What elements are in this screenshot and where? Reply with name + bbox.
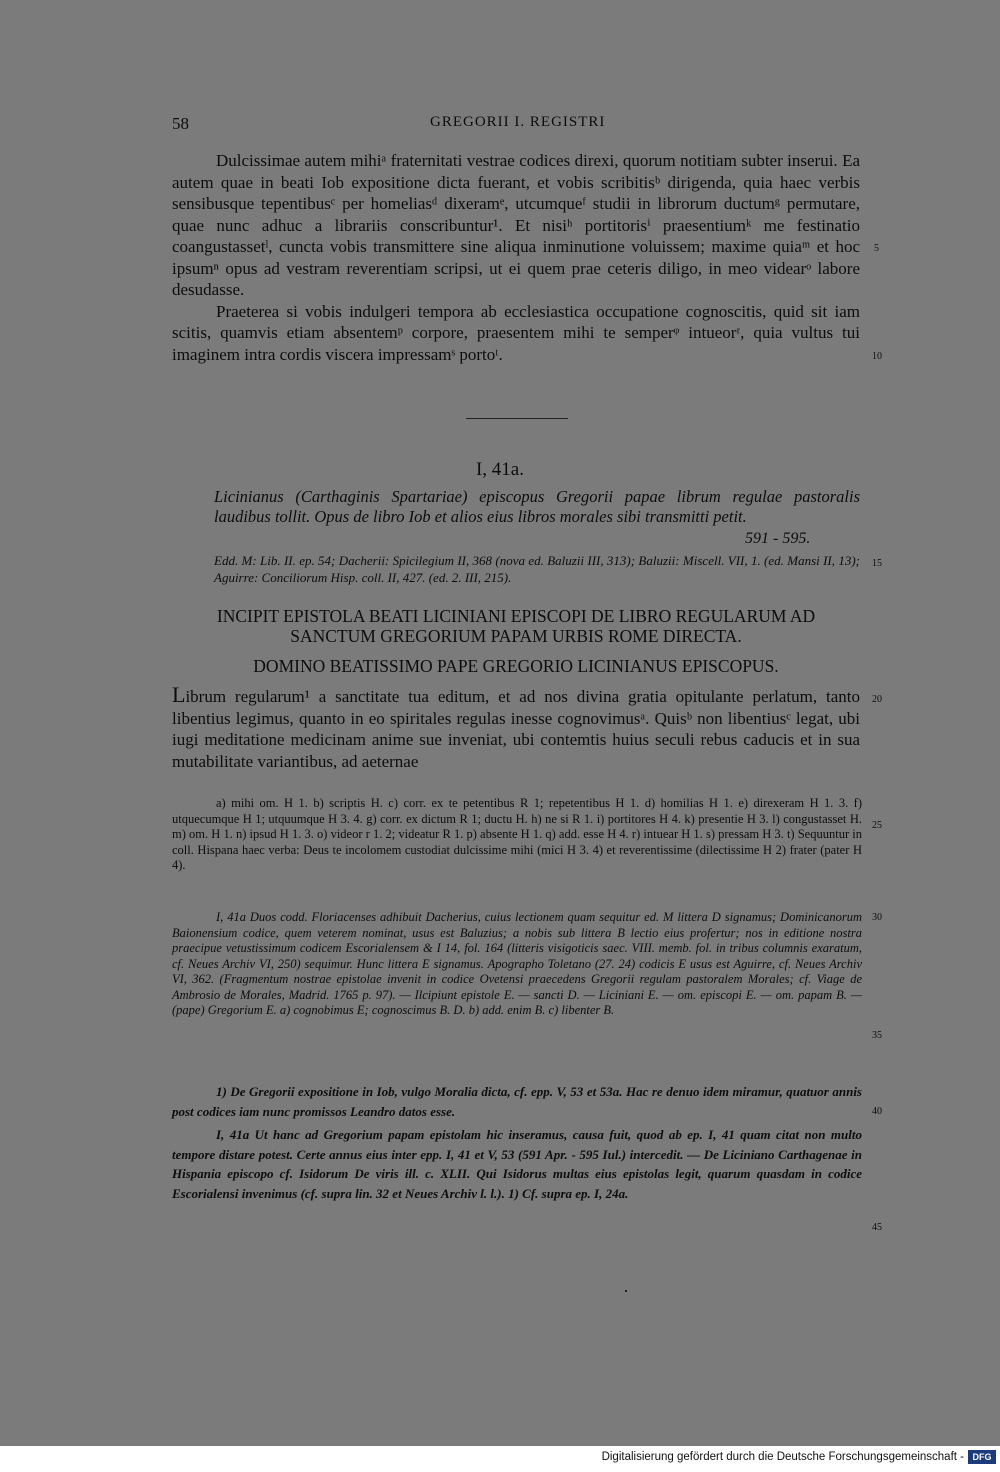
line-number: 45 [872,1222,882,1233]
editions-note: Edd. M: Lib. II. ep. 54; Dacherii: Spicilegium II, 368 (nova ed. Baluzii III, 313); Baluzii: Miscell. VII, 1. (ed. Mansi II, 13); Aguirre: Conciliorum Hisp. coll. II, 427. (ed. 2. III, 215). [214,553,860,585]
line-number: 35 [872,1030,882,1041]
commentary-paragraph: I, 41a Ut hanc ad Gregorium papam epistolam hic inseramus, causa fuit, quod ab ep. I, 41 quam citat non multo tempore distare potest. Certe annus eius inter epp. I, 41 et V, 53 (591 Apr. - 595 Iul.) intercedit. — De Liciniano Carthagenae in Hispania episcopo cf. Isidorum De viris ill. c. XLII. Qui Isidorus multas eius epistolas legit, quarum quasdam in codice Escorialensi invenimus (cf. supra lin. 32 et Neues Archiv l. l.). 1) Cf. supra ep. I, 24a. [172,1127,862,1201]
letter-body [172,150,860,365]
edition-note-text: I, 41a Duos codd. Floriacenses adhibuit Dacherius, cuius lectionem quam sequitur ed. M littera D signamus; Dominicanorum Baionensium codice, quem veterem nominat, usus est Baluzius; a nobis sub littera B lectio eius profertur; nos in editione nostra praecipue vetustissimum codicem Escorialensem & I 14, fol. 164 (litteris visigoticis saec. VIII. memb. fol. in tribus columnis exaratum, cf. Neues Archiv VI, 250) sequimur. Hunc littera E signamus. Apographo Toletano (27. 24) codicis E usus est Aguirre, cf. Neues Archiv VI, 362. (Fragmentum nostrae epistolae invenit in codice Ovetensi praecedens Gregorii regulam pastoralem Morales; cf. Viage de Ambrosio de Morales, Madrid. 1765 p. 97). — Ilcipiunt epistole E. — sancti D. — Liciniani E. — om. episcopi E. — om. papam B. — (pape) Gregorium E. a) cognobimus E; cognoscimus B. D. b) add. enim B. c) libenter B. [172,910,862,1017]
footnotes-edition [172,910,862,1023]
page-number: 58 [172,114,189,133]
line-number: 40 [872,1106,882,1117]
section-number: I, 41a. [475,459,524,480]
body-paragraph: Praeterea si vobis indulgeri tempora ab ecclesiastica occupatione cognoscitis, quid sit iam scitis, quamvis etiam absentemᵖ corpore, praesentem mihi te semperᵠ intueorʳ, quia vultus tui imaginem intra cordis viscera impressamˢ portoᵗ. [172,301,860,364]
line-number: 20 [872,694,882,705]
section-summary: Licinianus (Carthaginis Spartariae) episcopus Gregorii papae librum regulae pastoralis laudibus tollit. Opus de libro Iob et alios eius libros morales sibi transmitti petit. [214,487,860,526]
digitization-credit: Digitalisierung gefördert durch die Deutsche Forschungsgemeinschaft - [601,1451,964,1463]
incipit-heading: INCIPIT EPISTOLA BEATI LICINIANI EPISCOPI DE LIBRO REGULARUM AD SANCTUM GREGORIUM PAPAM URBIS ROME DIRECTA. [216,606,816,646]
letter-text [172,684,860,772]
footnotes-commentary [172,1082,862,1207]
footnotes-apparatus [172,796,862,878]
line-number: 5 [874,243,879,254]
line-number: 15 [872,558,882,569]
line-number: 30 [872,912,882,923]
page-speck [625,1290,627,1292]
drop-capital: L [172,682,186,707]
line-number: 10 [872,351,882,362]
body-paragraph: Dulcissimae autem mihiᵃ fraternitati vestrae codices direxi, quorum notitiam subter inserui. Ea autem quae in beati Iob expositione dicta fuerant, et vobis scribitisᵇ dirigenda, quia haec verbis sensibusque tepentibusᶜ per homeliasᵈ dixeramᵉ, utcumqueᶠ studii in librorum ductumᵍ permutare, quae nunc adhuc a librariis conscribuntur¹. Et nisiʰ portitorisⁱ praesentiumᵏ me festinatio coangustassetˡ, cuncta vobis transmittere sine aliqua inminutione voluissem; maxime quiaᵐ et hoc ipsumⁿ opus ad vestram reverentiam scripsi, ut ei quem prae ceteris diligo, in meo videarᵒ labore desudasse. [172,151,860,299]
dfg-logo-icon[interactable]: DFG [968,1450,996,1464]
letter-body-text: ibrum regularum¹ a sanctitate tua editum, et ad nos divina gratia opitulante perlatum, tanto libentius legimus, quanto in eo spiritales regulas inesse cognovimusᵃ. Quisᵇ non libentiusᶜ legat, ubi iugi meditatione medicinam anime sue inveniat, ubi contemtis huius seculi rebus caducis et in sua mutabilitate variantibus, ad aeternae [172,687,860,771]
greeting-heading: DOMINO BEATISSIMO PAPE GREGORIO LICINIANUS EPISCOPUS. [253,656,779,676]
running-title: GREGORII I. REGISTRI [430,114,606,130]
section-divider [466,418,568,419]
commentary-paragraph: 1) De Gregorii expositione in Iob, vulgo Moralia dicta, cf. epp. V, 53 et 53a. Hac re denuo idem miramur, quatuor annis post codices iam nunc promissos Leandro datos esse. [172,1084,862,1119]
apparatus-text: a) mihi om. H 1. b) scriptis H. c) corr. ex te petentibus R 1; repetentibus H 1. d) homilias H 1. e) direxeram H 1. 3. f) utquecumque H 1; utquumque H 3. 4. g) corr. ex dictum R 1; ductu H. h) ne si R 1. i) portitores H 4. k) presentie H 3. l) congustasset H. m) om. H 1. n) ipsud H 1. 3. o) videor r 1. 2; videatur R 1. p) absente H 1. q) add. esse H 4. r) intuear H 1. s) pressam H 3. t) Sequuntur in coll. Hispana haec verba: Deus te incolomem custodiat dulcissime mihi (mici H 3. 4) et reverentissime (dilectissime H 2) frater (pater H 4). [172,796,862,872]
line-number: 25 [872,820,882,831]
section-date: 591 - 595. [745,530,811,547]
